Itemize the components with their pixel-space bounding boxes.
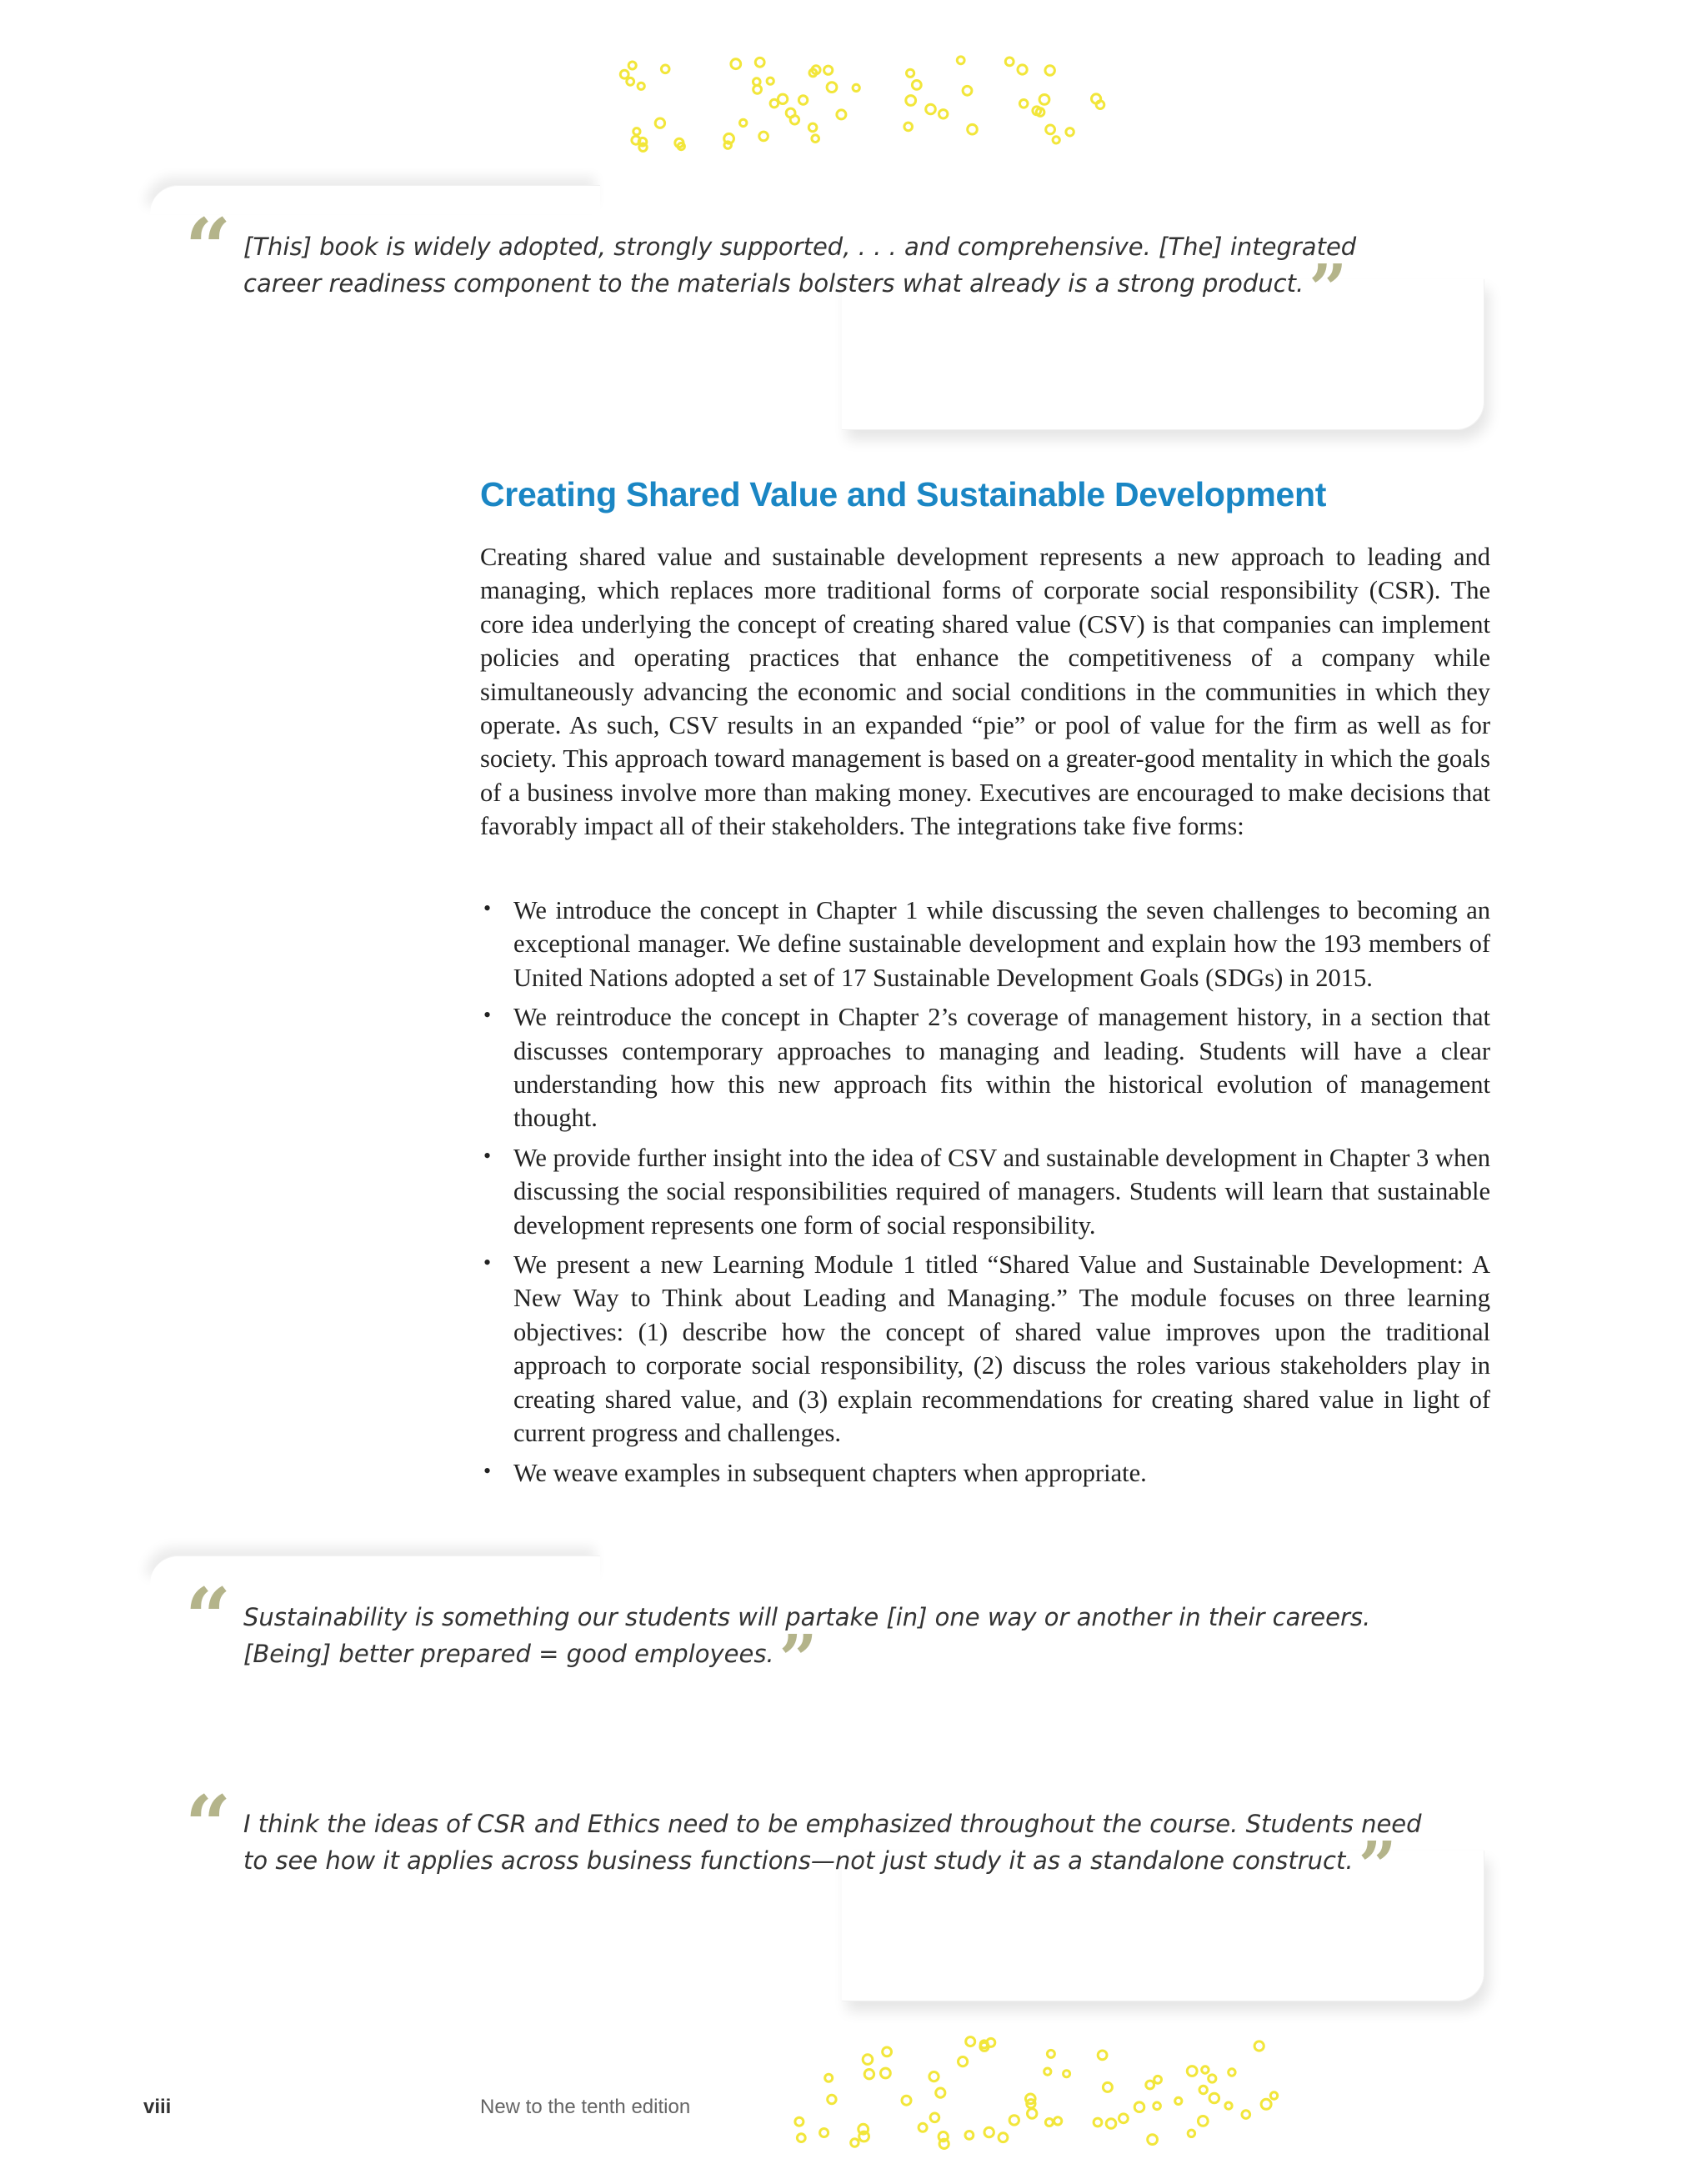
decorative-dot [936, 2088, 945, 2097]
decorative-dot [851, 2139, 859, 2146]
page-number: viii [143, 2096, 172, 2118]
decorative-dots-top [617, 46, 1117, 154]
decorative-dot [1094, 2118, 1102, 2126]
decorative-dot [902, 2096, 911, 2105]
section-heading: Creating Shared Value and Sustainable Development [480, 475, 1327, 513]
decorative-dot [632, 136, 640, 144]
decorative-dot [1066, 128, 1074, 136]
list-item [480, 1456, 1490, 1490]
decorative-dot [628, 62, 636, 69]
decorative-dot [1209, 2075, 1216, 2082]
decorative-dot [1106, 2119, 1116, 2129]
list-item-text: We provide further insight into the idea of CSV and sustainable development in Chapter 3 when discussing the social responsibilities required of managers. Students will learn that sustainable development represents one form of social responsibility. [513, 1143, 1490, 1240]
decorative-dot [1018, 65, 1027, 74]
decorative-dot [808, 123, 817, 132]
decorative-dot [755, 58, 764, 67]
decorative-dot [1119, 2114, 1129, 2123]
decorative-dot [957, 57, 964, 64]
bullet-icon: • [483, 896, 492, 920]
footer-section-title: New to the tenth edition [480, 2096, 691, 2118]
decorative-dot [795, 2117, 803, 2126]
bullet-icon: • [483, 1250, 492, 1275]
decorative-dot [753, 78, 761, 86]
decorative-dot [1209, 2093, 1219, 2103]
decorative-dot [731, 59, 741, 69]
quote-text [243, 1599, 1427, 1698]
decorative-dots-bottom [788, 2034, 1288, 2151]
decorative-dot [797, 2134, 805, 2142]
decorative-dot [1188, 2130, 1194, 2136]
decorative-dot [661, 65, 669, 73]
decorative-dot [1270, 2092, 1277, 2099]
decorative-dot [1053, 137, 1059, 143]
decorative-dot [1198, 2116, 1208, 2126]
decorative-dot [655, 118, 664, 128]
decorative-dot [1009, 2116, 1019, 2125]
decorative-dot [1054, 2117, 1062, 2125]
close-quote-icon: ” [1358, 1826, 1397, 1905]
decorative-dot [820, 2129, 828, 2137]
decorative-dot [907, 69, 914, 77]
decorative-dot [1047, 2050, 1054, 2057]
bullet-icon: • [483, 1458, 492, 1483]
decorative-dot [966, 2037, 975, 2046]
decorative-dot [906, 96, 916, 106]
decorative-dot [759, 132, 768, 141]
close-quote-icon: ” [1309, 249, 1348, 328]
list-item-text: We weave examples in subsequent chapters when appropriate. [513, 1458, 1147, 1487]
list-item-text: We present a new Learning Module 1 titled “Shared Value and Sustainable Development: A New Way to Think about Leading and Managing.” The module focuses on three learning objectives: (1) describe how the concept of shared value improves upon the traditional approach to corporate social responsibility, (2) discuss the roles various stakeholders play in creating shared value, and (3) explain recommendations for creating shared value in light of current progress and challenges. [513, 1250, 1490, 1448]
decorative-dot [904, 123, 913, 131]
decorative-dot [1045, 66, 1054, 75]
decorative-dot [1005, 58, 1014, 66]
decorative-dot [1229, 2069, 1235, 2076]
decorative-dot [753, 85, 762, 93]
decorative-dot [638, 83, 644, 89]
decorative-dot [963, 86, 972, 95]
decorative-dot [864, 2070, 874, 2079]
decorative-dot [853, 84, 859, 91]
quote-text-content: I think the ideas of CSR and Ethics need to be emphasized throughout the course. Students need to see how it applies across business functions—not just study it as a standalone construct. [243, 1810, 1422, 1875]
decorative-dot [1134, 2102, 1144, 2112]
decorative-dot [633, 128, 640, 135]
quote-text [243, 228, 1427, 328]
decorative-dot [1039, 95, 1049, 105]
decorative-dot [1019, 100, 1028, 108]
decorative-dot [1154, 2076, 1162, 2083]
decorative-dot [1046, 125, 1055, 134]
list-item [480, 1000, 1490, 1135]
decorative-dot [1148, 2135, 1158, 2145]
decorative-dot [984, 2127, 994, 2136]
decorative-dot [620, 70, 628, 78]
decorative-dot [798, 96, 807, 104]
decorative-dot [919, 2123, 927, 2131]
decorative-dot [999, 2133, 1008, 2142]
decorative-dot [1187, 2066, 1197, 2076]
decorative-dot [863, 2055, 873, 2065]
decorative-dot [812, 135, 819, 143]
decorative-dot [930, 2113, 939, 2122]
decorative-dot [1254, 2041, 1264, 2051]
decorative-dot [1225, 2102, 1232, 2109]
decorative-dot [778, 94, 787, 103]
quote-text-content: [This] book is widely adopted, strongly supported, . . . and comprehensive. [The] integrated career readiness component to the materials bolsters what already is a strong product. [243, 233, 1357, 298]
decorative-dot [824, 66, 833, 74]
decorative-dot [1096, 101, 1104, 109]
decorative-dot [825, 2074, 833, 2081]
decorative-dot [627, 78, 634, 85]
list-item [480, 1248, 1490, 1450]
bullet-icon: • [483, 1003, 492, 1028]
decorative-dot [1028, 2109, 1037, 2118]
decorative-dot [1045, 2119, 1053, 2126]
decorative-dot [881, 2068, 891, 2078]
decorative-dot [1044, 2068, 1051, 2075]
open-quote-icon: “ [185, 1570, 232, 1665]
decorative-dot [724, 142, 731, 148]
decorative-dot [912, 81, 921, 90]
decorative-dot [1202, 2066, 1209, 2073]
decorative-dot [1199, 2086, 1207, 2093]
bullet-icon: • [483, 1143, 492, 1168]
decorative-dot [1146, 2081, 1154, 2089]
open-quote-icon: “ [185, 201, 232, 295]
decorative-dot [959, 2057, 968, 2066]
decorative-dot [926, 104, 936, 114]
decorative-dot [1154, 2102, 1161, 2110]
decorative-dot [837, 110, 846, 119]
list-item-text: We introduce the concept in Chapter 1 while discussing the seven challenges to becoming an exceptional manager. We define sustainable development and explain how the 193 members of United Nations adopted a set of 17 Sustainable Development Goals (SDGs) in 2015. [513, 896, 1490, 992]
decorative-dot [929, 2072, 939, 2081]
quote-frame-bottom [842, 279, 1484, 430]
decorative-dot [883, 2047, 892, 2056]
section-paragraph: Creating shared value and sustainable development represents a new approach to leading and managing, which replaces more traditional forms of corporate social responsibility (CSR). The core idea underlying the concept of creating shared value (CSV) is that companies can implement policies and operating practices that enhance the competitiveness of a company while simultaneously advancing the economic and social conditions in the communities in which they operate. As such, CSV results in an expanded “pie” or pool of value for the firm as well as for society. This approach toward management is based on a greater-good mentality in which the goals of a business involve more than making money. Executives are encouraged to make decisions that favorably impact all of their stakeholders. The integrations take five forms: [480, 543, 1490, 841]
decorative-dot [1098, 2051, 1107, 2060]
decorative-dot [828, 2095, 836, 2103]
close-quote-icon: ” [778, 1620, 818, 1698]
list-item [480, 1141, 1490, 1242]
decorative-dot [767, 78, 773, 84]
quote-text [243, 1806, 1427, 1905]
quote-text-content: Sustainability is something our students will partake [in] one way or another in their careers. [Being] better prepared = good employees. [243, 1603, 1371, 1668]
decorative-dot [1103, 2082, 1112, 2091]
bullet-list [480, 894, 1490, 1495]
list-item-text: We reintroduce the concept in Chapter 2’s coverage of management history, in a section that discusses contemporary approaches to managing and leading. Students will have a clear understanding how this new approach fits within the historical evolution of management thought. [513, 1003, 1490, 1133]
decorative-dot [1242, 2111, 1250, 2119]
decorative-dot [1175, 2097, 1182, 2104]
decorative-dot [968, 124, 978, 134]
decorative-dot [1261, 2099, 1271, 2109]
list-item [480, 894, 1490, 994]
decorative-dot [1064, 2071, 1070, 2077]
open-quote-icon: “ [185, 1778, 232, 1872]
decorative-dot [939, 110, 948, 118]
decorative-dot [965, 2131, 974, 2140]
decorative-dot [827, 83, 837, 93]
decorative-dot [740, 119, 747, 126]
